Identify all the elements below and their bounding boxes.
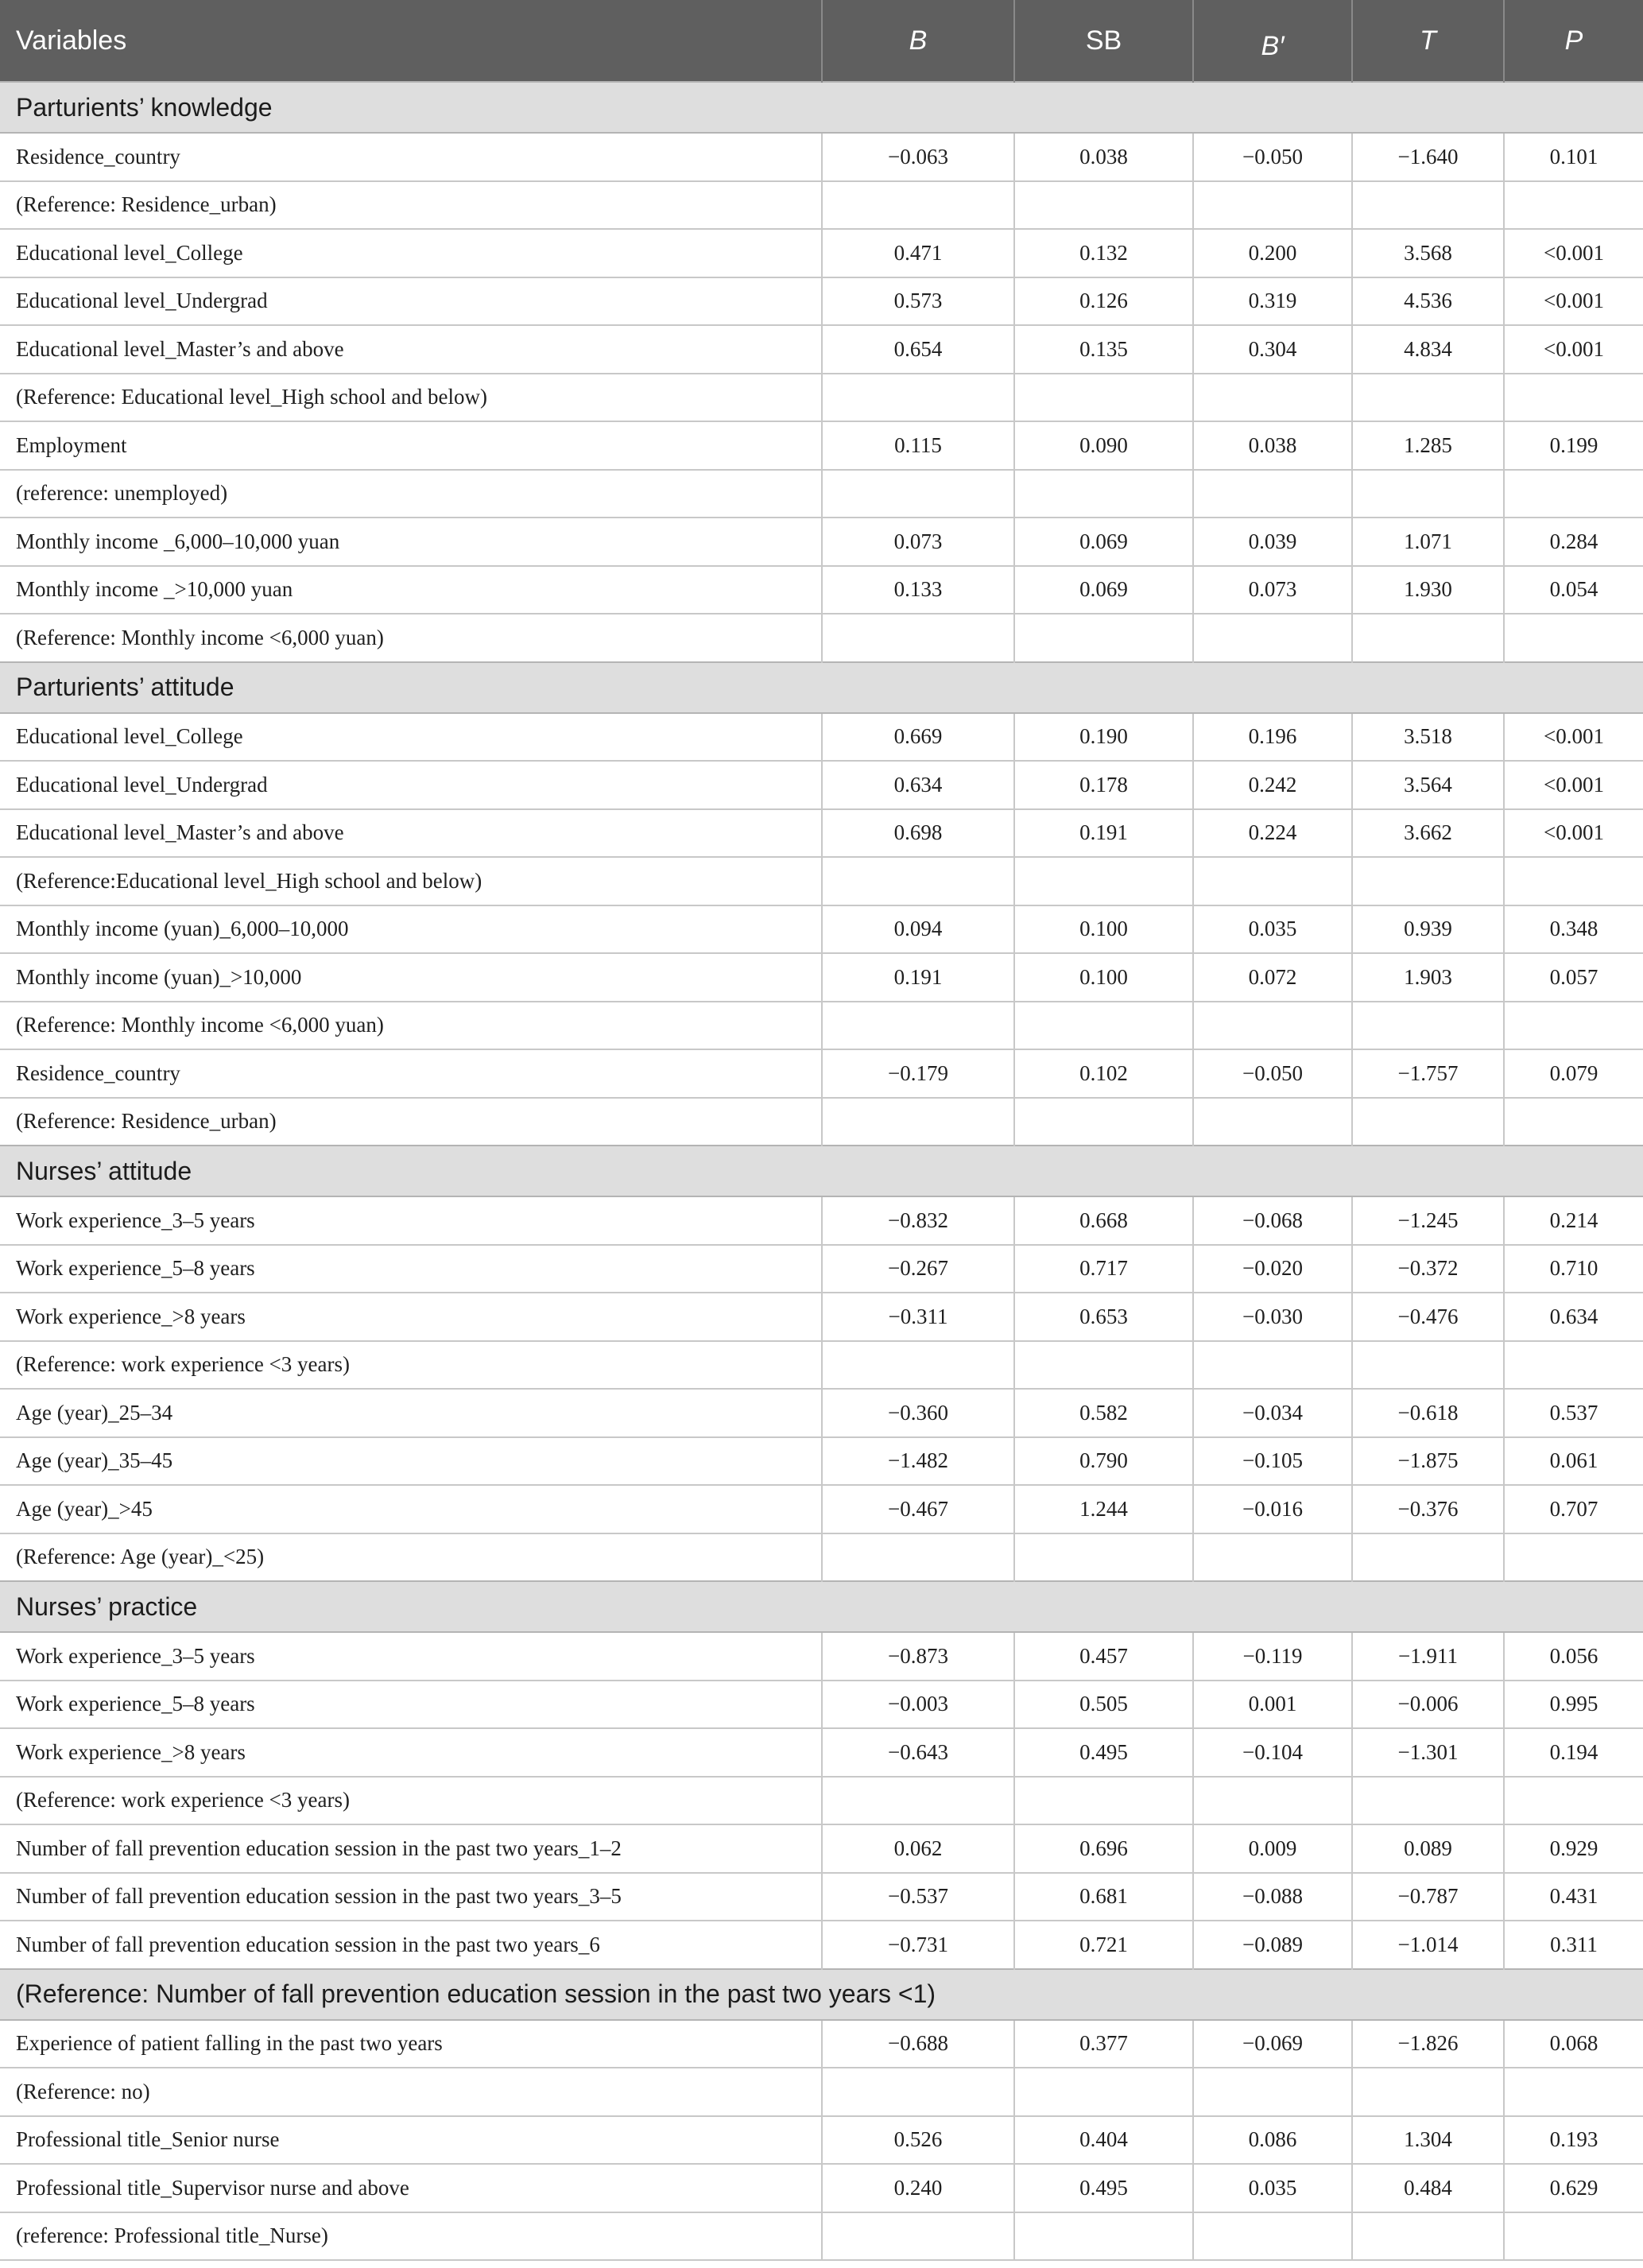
table-body xyxy=(0,82,1643,2260)
table-row xyxy=(0,2068,1643,2116)
cell-b xyxy=(822,614,1014,662)
cell-p: <0.001 xyxy=(1504,277,1643,326)
cell-sb xyxy=(1014,181,1193,230)
cell-t xyxy=(1352,181,1504,230)
cell-p: 0.054 xyxy=(1504,566,1643,614)
cell-variable: (Reference: Monthly income <6,000 yuan) xyxy=(0,614,822,662)
cell-b xyxy=(822,1098,1014,1146)
cell-t: −1.301 xyxy=(1352,1728,1504,1777)
table-row xyxy=(0,325,1643,374)
cell-t: 1.285 xyxy=(1352,421,1504,470)
cell-p: 0.079 xyxy=(1504,1049,1643,1098)
cell-b-prime: −0.104 xyxy=(1193,1728,1352,1777)
cell-sb: 0.495 xyxy=(1014,1728,1193,1777)
cell-b: 0.191 xyxy=(822,953,1014,1002)
cell-variable: Educational level_Undergrad xyxy=(0,761,822,809)
cell-b-prime: −0.069 xyxy=(1193,2020,1352,2068)
section-header-row xyxy=(0,1969,1643,2020)
cell-variable: Work experience_3–5 years xyxy=(0,1196,822,1245)
cell-sb: 0.681 xyxy=(1014,1873,1193,1921)
cell-sb: 0.178 xyxy=(1014,761,1193,809)
cell-b-prime: 0.035 xyxy=(1193,2164,1352,2212)
cell-b-prime: 0.039 xyxy=(1193,518,1352,566)
cell-t: −1.640 xyxy=(1352,133,1504,181)
table-row xyxy=(0,518,1643,566)
cell-variable: (Reference: Monthly income <6,000 yuan) xyxy=(0,1002,822,1050)
cell-b: 0.073 xyxy=(822,518,1014,566)
cell-p xyxy=(1504,1002,1643,1050)
cell-p xyxy=(1504,374,1643,422)
cell-variable: Employment xyxy=(0,421,822,470)
cell-variable: Work experience_5–8 years xyxy=(0,1681,822,1729)
cell-sb xyxy=(1014,2212,1193,2261)
cell-p xyxy=(1504,181,1643,230)
cell-variable: Number of fall prevention education session in the past two years_6 xyxy=(0,1921,822,1969)
cell-p: 0.311 xyxy=(1504,1921,1643,1969)
cell-sb: 0.100 xyxy=(1014,953,1193,1002)
cell-variable: (Reference: Residence_urban) xyxy=(0,181,822,230)
table-row xyxy=(0,181,1643,230)
cell-b: −0.003 xyxy=(822,1681,1014,1729)
cell-b-prime: 0.073 xyxy=(1193,566,1352,614)
cell-sb xyxy=(1014,1533,1193,1582)
cell-t xyxy=(1352,1533,1504,1582)
cell-variable: Educational level_Master’s and above xyxy=(0,325,822,374)
cell-b-prime xyxy=(1193,857,1352,905)
cell-variable: (Reference: Educational level_High school and below) xyxy=(0,374,822,422)
cell-sb xyxy=(1014,1098,1193,1146)
cell-b: 0.115 xyxy=(822,421,1014,470)
cell-b-prime: 0.196 xyxy=(1193,713,1352,762)
cell-b: 0.669 xyxy=(822,713,1014,762)
cell-b-prime: 0.200 xyxy=(1193,229,1352,277)
cell-sb: 0.457 xyxy=(1014,1632,1193,1681)
cell-b-prime: −0.050 xyxy=(1193,1049,1352,1098)
cell-variable: Monthly income _>10,000 yuan xyxy=(0,566,822,614)
cell-p: 0.214 xyxy=(1504,1196,1643,1245)
cell-p: 0.199 xyxy=(1504,421,1643,470)
cell-sb: 0.721 xyxy=(1014,1921,1193,1969)
cell-t xyxy=(1352,2068,1504,2116)
cell-variable: Work experience_5–8 years xyxy=(0,1245,822,1293)
cell-t: −0.372 xyxy=(1352,1245,1504,1293)
table-row xyxy=(0,953,1643,1002)
table-row xyxy=(0,2116,1643,2165)
table-row xyxy=(0,421,1643,470)
cell-p: 0.537 xyxy=(1504,1389,1643,1437)
cell-t: 1.903 xyxy=(1352,953,1504,1002)
cell-sb: 0.582 xyxy=(1014,1389,1193,1437)
cell-b: −0.063 xyxy=(822,133,1014,181)
cell-variable: Educational level_College xyxy=(0,229,822,277)
cell-b-prime: 0.001 xyxy=(1193,1681,1352,1729)
cell-p xyxy=(1504,1098,1643,1146)
cell-variable: Residence_country xyxy=(0,133,822,181)
cell-variable: Educational level_Master’s and above xyxy=(0,809,822,858)
cell-p: 0.348 xyxy=(1504,905,1643,954)
table-row xyxy=(0,614,1643,662)
cell-sb: 0.132 xyxy=(1014,229,1193,277)
cell-b-prime: 0.304 xyxy=(1193,325,1352,374)
table-row xyxy=(0,1632,1643,1681)
cell-sb xyxy=(1014,614,1193,662)
cell-t: 3.662 xyxy=(1352,809,1504,858)
cell-p: <0.001 xyxy=(1504,761,1643,809)
table-row xyxy=(0,809,1643,858)
cell-b: −0.832 xyxy=(822,1196,1014,1245)
cell-sb: 0.790 xyxy=(1014,1437,1193,1486)
cell-t: 1.071 xyxy=(1352,518,1504,566)
cell-t: −0.787 xyxy=(1352,1873,1504,1921)
cell-sb: 0.090 xyxy=(1014,421,1193,470)
cell-variable: (Reference:Educational level_High school and below) xyxy=(0,857,822,905)
cell-sb: 0.126 xyxy=(1014,277,1193,326)
cell-t: 3.518 xyxy=(1352,713,1504,762)
cell-b-prime xyxy=(1193,1002,1352,1050)
cell-variable: (reference: unemployed) xyxy=(0,470,822,518)
cell-p xyxy=(1504,1533,1643,1582)
cell-sb: 0.377 xyxy=(1014,2020,1193,2068)
section-header-row xyxy=(0,1581,1643,1632)
cell-p: <0.001 xyxy=(1504,713,1643,762)
cell-b: 0.698 xyxy=(822,809,1014,858)
cell-t: −1.245 xyxy=(1352,1196,1504,1245)
cell-sb: 0.505 xyxy=(1014,1681,1193,1729)
table-row xyxy=(0,1341,1643,1390)
section-header-row xyxy=(0,1146,1643,1196)
cell-b-prime xyxy=(1193,614,1352,662)
cell-b-prime: 0.038 xyxy=(1193,421,1352,470)
cell-t xyxy=(1352,2212,1504,2261)
cell-variable: Educational level_Undergrad xyxy=(0,277,822,326)
cell-p: 0.629 xyxy=(1504,2164,1643,2212)
cell-variable: Monthly income _6,000–10,000 yuan xyxy=(0,518,822,566)
cell-sb xyxy=(1014,2068,1193,2116)
table-row xyxy=(0,1777,1643,1825)
section-header-row xyxy=(0,82,1643,133)
cell-t: −1.757 xyxy=(1352,1049,1504,1098)
cell-variable: Educational level_College xyxy=(0,713,822,762)
cell-b-prime: 0.035 xyxy=(1193,905,1352,954)
cell-b xyxy=(822,857,1014,905)
table-row xyxy=(0,1245,1643,1293)
cell-p: <0.001 xyxy=(1504,229,1643,277)
cell-b: 0.240 xyxy=(822,2164,1014,2212)
cell-variable: Experience of patient falling in the past two years xyxy=(0,2020,822,2068)
cell-sb: 0.102 xyxy=(1014,1049,1193,1098)
cell-variable: (Reference: Age (year)_<25) xyxy=(0,1533,822,1582)
cell-sb: 0.696 xyxy=(1014,1824,1193,1873)
table-row xyxy=(0,1873,1643,1921)
cell-t xyxy=(1352,470,1504,518)
cell-b: 0.634 xyxy=(822,761,1014,809)
cell-b-prime: 0.319 xyxy=(1193,277,1352,326)
cell-b: 0.654 xyxy=(822,325,1014,374)
table-row xyxy=(0,761,1643,809)
cell-t: 3.564 xyxy=(1352,761,1504,809)
table-row xyxy=(0,133,1643,181)
cell-p xyxy=(1504,2212,1643,2261)
cell-b xyxy=(822,1777,1014,1825)
cell-p: 0.068 xyxy=(1504,2020,1643,2068)
cell-variable: Number of fall prevention education session in the past two years_3–5 xyxy=(0,1873,822,1921)
cell-b-prime: −0.119 xyxy=(1193,1632,1352,1681)
cell-t: 4.834 xyxy=(1352,325,1504,374)
table-row xyxy=(0,470,1643,518)
cell-t: −1.826 xyxy=(1352,2020,1504,2068)
section-header-row xyxy=(0,662,1643,713)
cell-t xyxy=(1352,857,1504,905)
cell-variable: (reference: Professional title_Nurse) xyxy=(0,2212,822,2261)
cell-variable: (Reference: work experience <3 years) xyxy=(0,1341,822,1390)
cell-variable: Professional title_Supervisor nurse and above xyxy=(0,2164,822,2212)
cell-p xyxy=(1504,614,1643,662)
cell-b-prime xyxy=(1193,1341,1352,1390)
cell-p xyxy=(1504,1341,1643,1390)
cell-sb: 0.404 xyxy=(1014,2116,1193,2165)
cell-variable: Work experience_>8 years xyxy=(0,1728,822,1777)
cell-b-prime: −0.068 xyxy=(1193,1196,1352,1245)
cell-b-prime: 0.009 xyxy=(1193,1824,1352,1873)
cell-b-prime: −0.089 xyxy=(1193,1921,1352,1969)
cell-b: 0.573 xyxy=(822,277,1014,326)
header-sb: SB xyxy=(1014,0,1193,82)
cell-b: 0.133 xyxy=(822,566,1014,614)
cell-b xyxy=(822,181,1014,230)
cell-b-prime: −0.020 xyxy=(1193,1245,1352,1293)
cell-p: 0.193 xyxy=(1504,2116,1643,2165)
cell-b: −0.311 xyxy=(822,1293,1014,1341)
cell-sb xyxy=(1014,374,1193,422)
cell-variable: Age (year)_35–45 xyxy=(0,1437,822,1486)
table-row xyxy=(0,1002,1643,1050)
cell-b: −0.688 xyxy=(822,2020,1014,2068)
header-p: P xyxy=(1504,0,1643,82)
table-row xyxy=(0,1098,1643,1146)
cell-sb: 0.668 xyxy=(1014,1196,1193,1245)
cell-t: −0.376 xyxy=(1352,1485,1504,1533)
cell-p: 0.634 xyxy=(1504,1293,1643,1341)
cell-variable: Residence_country xyxy=(0,1049,822,1098)
cell-sb: 0.191 xyxy=(1014,809,1193,858)
cell-sb xyxy=(1014,1002,1193,1050)
cell-p: 0.057 xyxy=(1504,953,1643,1002)
cell-t: 3.568 xyxy=(1352,229,1504,277)
cell-sb: 0.069 xyxy=(1014,518,1193,566)
table-row xyxy=(0,1437,1643,1486)
cell-sb xyxy=(1014,470,1193,518)
cell-sb: 0.190 xyxy=(1014,713,1193,762)
cell-t: −1.875 xyxy=(1352,1437,1504,1486)
cell-sb xyxy=(1014,857,1193,905)
cell-sb: 1.244 xyxy=(1014,1485,1193,1533)
section-title: Parturients’ attitude xyxy=(0,662,1643,713)
cell-b-prime: 0.072 xyxy=(1193,953,1352,1002)
cell-p xyxy=(1504,857,1643,905)
table-header xyxy=(0,0,1643,82)
table-row xyxy=(0,905,1643,954)
cell-b xyxy=(822,2212,1014,2261)
table-row xyxy=(0,374,1643,422)
cell-b xyxy=(822,1341,1014,1390)
header-b-prime: B′ xyxy=(1193,0,1352,82)
cell-b-prime: −0.088 xyxy=(1193,1873,1352,1921)
cell-b-prime: −0.034 xyxy=(1193,1389,1352,1437)
cell-p: 0.056 xyxy=(1504,1632,1643,1681)
table-row xyxy=(0,1533,1643,1582)
cell-variable: (Reference: work experience <3 years) xyxy=(0,1777,822,1825)
table-row xyxy=(0,1293,1643,1341)
cell-b-prime: −0.030 xyxy=(1193,1293,1352,1341)
cell-sb: 0.717 xyxy=(1014,1245,1193,1293)
cell-b: 0.094 xyxy=(822,905,1014,954)
cell-p: 0.101 xyxy=(1504,133,1643,181)
cell-b-prime: 0.242 xyxy=(1193,761,1352,809)
cell-sb: 0.069 xyxy=(1014,566,1193,614)
cell-variable: Number of fall prevention education session in the past two years_1–2 xyxy=(0,1824,822,1873)
cell-variable: Age (year)_>45 xyxy=(0,1485,822,1533)
cell-b: −1.482 xyxy=(822,1437,1014,1486)
cell-p: 0.284 xyxy=(1504,518,1643,566)
cell-p: <0.001 xyxy=(1504,809,1643,858)
cell-b: 0.471 xyxy=(822,229,1014,277)
cell-t: 1.930 xyxy=(1352,566,1504,614)
header-b: B xyxy=(822,0,1014,82)
cell-variable: Monthly income (yuan)_>10,000 xyxy=(0,953,822,1002)
cell-p: 0.194 xyxy=(1504,1728,1643,1777)
cell-t xyxy=(1352,1341,1504,1390)
cell-b xyxy=(822,2068,1014,2116)
cell-b-prime: 0.086 xyxy=(1193,2116,1352,2165)
cell-b xyxy=(822,1002,1014,1050)
table-row xyxy=(0,2212,1643,2261)
cell-variable: (Reference: no) xyxy=(0,2068,822,2116)
table-row xyxy=(0,1485,1643,1533)
section-title: Parturients’ knowledge xyxy=(0,82,1643,133)
cell-b-prime: −0.050 xyxy=(1193,133,1352,181)
cell-p: 0.061 xyxy=(1504,1437,1643,1486)
cell-variable: Professional title_Senior nurse xyxy=(0,2116,822,2165)
cell-p xyxy=(1504,2068,1643,2116)
cell-variable: (Reference: Residence_urban) xyxy=(0,1098,822,1146)
cell-t: 0.939 xyxy=(1352,905,1504,954)
cell-t: 0.484 xyxy=(1352,2164,1504,2212)
cell-b-prime: −0.105 xyxy=(1193,1437,1352,1486)
cell-variable: Monthly income (yuan)_6,000–10,000 xyxy=(0,905,822,954)
cell-b xyxy=(822,1533,1014,1582)
cell-b: 0.526 xyxy=(822,2116,1014,2165)
cell-b: −0.873 xyxy=(822,1632,1014,1681)
cell-b xyxy=(822,374,1014,422)
cell-b-prime xyxy=(1193,374,1352,422)
cell-b-prime xyxy=(1193,181,1352,230)
section-title: (Reference: Number of fall prevention education session in the past two years <1) xyxy=(0,1969,1643,2020)
cell-b-prime: 0.224 xyxy=(1193,809,1352,858)
cell-sb xyxy=(1014,1777,1193,1825)
cell-t: 0.089 xyxy=(1352,1824,1504,1873)
header-t: T xyxy=(1352,0,1504,82)
cell-p: <0.001 xyxy=(1504,325,1643,374)
cell-p xyxy=(1504,1777,1643,1825)
cell-b-prime xyxy=(1193,2212,1352,2261)
cell-p: 0.707 xyxy=(1504,1485,1643,1533)
cell-b-prime xyxy=(1193,1533,1352,1582)
table-row xyxy=(0,1921,1643,1969)
cell-p xyxy=(1504,470,1643,518)
header-row xyxy=(0,0,1643,82)
cell-p: 0.710 xyxy=(1504,1245,1643,1293)
cell-t: −0.618 xyxy=(1352,1389,1504,1437)
table-row xyxy=(0,1728,1643,1777)
cell-sb xyxy=(1014,1341,1193,1390)
cell-t xyxy=(1352,614,1504,662)
cell-b-prime xyxy=(1193,470,1352,518)
table-row xyxy=(0,2164,1643,2212)
cell-t: −1.014 xyxy=(1352,1921,1504,1969)
cell-b: −0.537 xyxy=(822,1873,1014,1921)
cell-t: −1.911 xyxy=(1352,1632,1504,1681)
section-title: Nurses’ attitude xyxy=(0,1146,1643,1196)
cell-sb: 0.495 xyxy=(1014,2164,1193,2212)
cell-p: 0.995 xyxy=(1504,1681,1643,1729)
cell-b: −0.467 xyxy=(822,1485,1014,1533)
cell-t xyxy=(1352,1098,1504,1146)
table-row xyxy=(0,1681,1643,1729)
cell-sb: 0.653 xyxy=(1014,1293,1193,1341)
cell-b: −0.731 xyxy=(822,1921,1014,1969)
cell-b: −0.267 xyxy=(822,1245,1014,1293)
cell-p: 0.431 xyxy=(1504,1873,1643,1921)
cell-t xyxy=(1352,1002,1504,1050)
cell-b: −0.360 xyxy=(822,1389,1014,1437)
cell-t xyxy=(1352,1777,1504,1825)
cell-t: 4.536 xyxy=(1352,277,1504,326)
section-title: Nurses’ practice xyxy=(0,1581,1643,1632)
cell-variable: Work experience_3–5 years xyxy=(0,1632,822,1681)
cell-b: −0.643 xyxy=(822,1728,1014,1777)
cell-b xyxy=(822,470,1014,518)
cell-b-prime xyxy=(1193,2068,1352,2116)
cell-sb: 0.135 xyxy=(1014,325,1193,374)
table-row xyxy=(0,1824,1643,1873)
cell-b-prime xyxy=(1193,1098,1352,1146)
cell-p: 0.929 xyxy=(1504,1824,1643,1873)
table-row xyxy=(0,713,1643,762)
cell-variable: Age (year)_25–34 xyxy=(0,1389,822,1437)
header-variables: Variables xyxy=(0,0,822,82)
table-row xyxy=(0,1196,1643,1245)
cell-b-prime xyxy=(1193,1777,1352,1825)
cell-b: 0.062 xyxy=(822,1824,1014,1873)
cell-sb: 0.100 xyxy=(1014,905,1193,954)
cell-t xyxy=(1352,374,1504,422)
cell-b: −0.179 xyxy=(822,1049,1014,1098)
cell-b-prime: −0.016 xyxy=(1193,1485,1352,1533)
cell-t: −0.476 xyxy=(1352,1293,1504,1341)
cell-t: 1.304 xyxy=(1352,2116,1504,2165)
table-row xyxy=(0,566,1643,614)
table-row xyxy=(0,2020,1643,2068)
cell-variable: Work experience_>8 years xyxy=(0,1293,822,1341)
table-row xyxy=(0,229,1643,277)
cell-sb: 0.038 xyxy=(1014,133,1193,181)
table-row xyxy=(0,1389,1643,1437)
cell-t: −0.006 xyxy=(1352,1681,1504,1729)
table-row xyxy=(0,1049,1643,1098)
table-row xyxy=(0,857,1643,905)
table-row xyxy=(0,277,1643,326)
